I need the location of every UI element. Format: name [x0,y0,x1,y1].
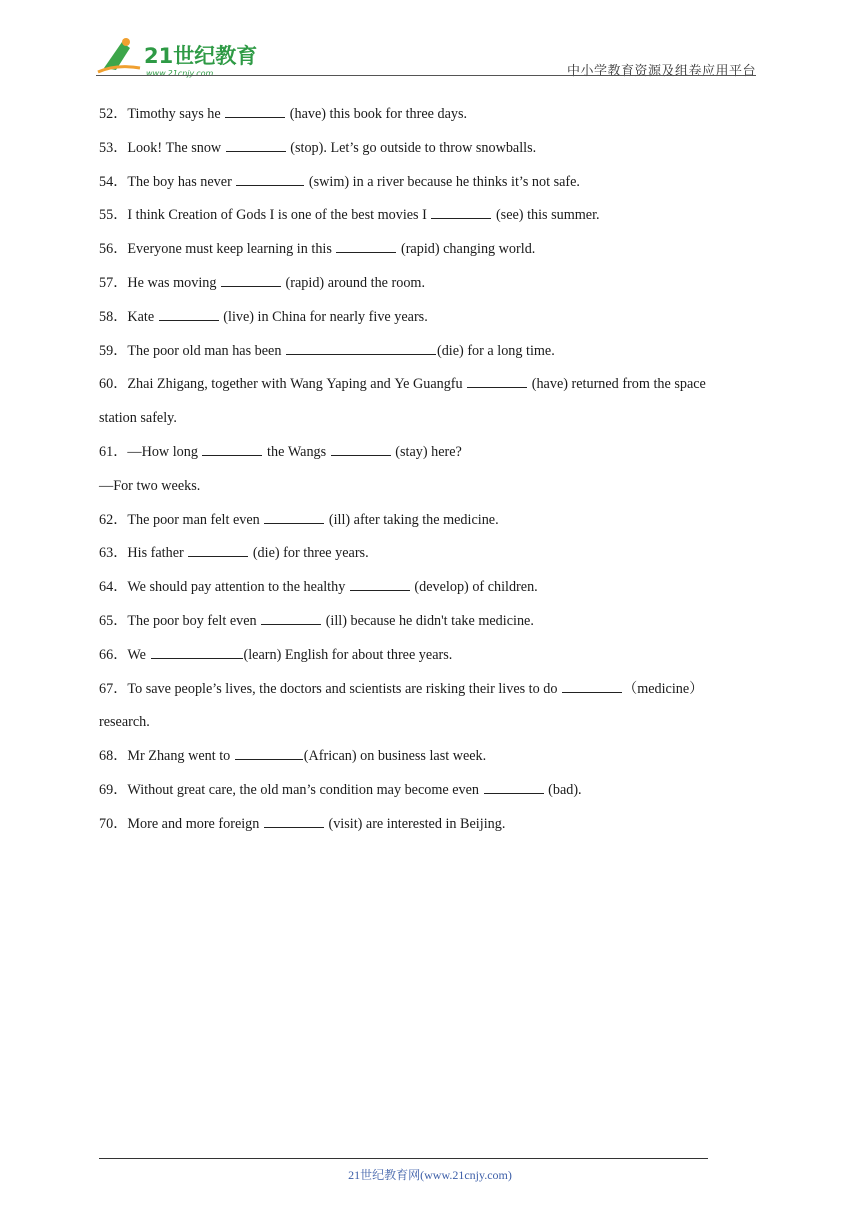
question-number: 69． [99,781,128,798]
question-number: 67． [99,680,128,697]
question-text: （medicine） [623,680,704,697]
question-number: 65． [99,612,128,629]
question-item [99,774,759,808]
question-text: The poor boy felt even [127,612,261,629]
question-text: Zhai Zhigang, together with Wang Yaping and Ye Guangfu [127,376,467,393]
question-text: research. [99,714,150,731]
question-item [99,673,759,707]
answer-blank[interactable] [431,204,491,219]
answer-blank[interactable] [562,678,622,693]
answer-blank[interactable] [221,272,281,287]
question-text: (stop). Let’s go outside to throw snowballs. [286,139,537,156]
question-number: 59． [99,342,128,359]
question-text: (learn) English for about three years. [243,646,453,663]
question-item [99,199,759,233]
footer-text: 21世纪教育网(www.21cnjy.com) [348,1168,512,1182]
question-text: (rapid) around the room. [282,274,426,291]
question-text: To save people’s lives, the doctors and scientists are risking their lives to do [127,680,561,697]
question-text: Without great care, the old man’s condition may become even [127,781,483,798]
question-text: (visit) are interested in Beijing. [324,815,506,832]
answer-blank[interactable] [236,171,304,186]
question-number: 53． [99,139,128,156]
question-item [99,335,759,369]
question-text: (swim) in a river because he thinks it’s not safe. [305,173,580,190]
question-number: 55． [99,207,128,224]
question-text: His father [127,545,188,562]
footer-divider [99,1158,708,1159]
site-logo [96,34,266,78]
answer-blank[interactable] [484,779,544,794]
question-text: Kate [127,308,158,325]
question-number: 58． [99,308,128,325]
platform-title: 中小学教育资源及组卷应用平台 [566,64,756,79]
answer-blank[interactable] [202,441,262,456]
question-number: 66． [99,646,128,663]
question-text: the Wangs [263,443,330,460]
answer-blank[interactable] [467,373,527,388]
answer-blank[interactable] [286,340,436,355]
answer-blank[interactable] [159,306,219,321]
question-item [99,166,759,200]
question-number: 61． [99,443,128,460]
question-item [99,504,759,538]
question-item [99,368,759,402]
answer-blank[interactable] [188,542,248,557]
question-item [99,571,759,605]
answer-blank[interactable] [226,137,286,152]
question-number: 52． [99,106,128,122]
question-item [99,233,759,267]
question-item [99,537,759,571]
answer-blank[interactable] [336,238,396,253]
question-item [99,301,759,335]
question-text: (rapid) changing world. [397,241,536,258]
question-text: I think Creation of Gods I is one of the best movies I [127,207,431,224]
question-text: Everyone must keep learning in this [127,241,336,258]
answer-blank[interactable] [151,644,243,659]
answer-blank[interactable] [350,576,410,591]
question-number: 60． [99,376,128,393]
question-number: 56． [99,241,128,258]
question-text: (ill) after taking the medicine. [325,511,499,528]
question-text: He was moving [127,274,220,291]
question-text: station safely. [99,410,177,427]
question-number: 57． [99,274,128,291]
header-divider [96,75,756,76]
question-text: —For two weeks. [99,477,201,494]
question-number: 63． [99,545,128,562]
question-text: (develop) of children. [410,579,538,596]
answer-blank[interactable] [225,103,285,118]
question-text: (bad). [544,781,582,798]
logo-text: 21世纪教育 [144,44,258,68]
question-text: (ill) because he didn't take medicine. [322,612,534,629]
answer-blank[interactable] [264,509,324,524]
question-item [99,267,759,301]
question-text: We should pay attention to the healthy [127,579,349,596]
question-item [99,605,759,639]
question-text: The poor man felt even [127,511,264,528]
question-number: 70． [99,815,128,832]
question-text: —How long [127,443,202,460]
question-text: (see) this summer. [492,207,600,224]
question-number: 64． [99,579,128,596]
question-text: (have) returned from the space [528,376,706,393]
question-item [99,639,759,673]
question-continuation [99,402,759,436]
question-number: 68． [99,748,128,765]
question-text: (live) in China for nearly five years. [219,308,428,325]
question-continuation [99,470,759,504]
question-text: The boy has never [127,173,236,190]
question-text: (have) this book for three days. [286,106,468,122]
question-item [99,98,759,132]
question-item [99,740,759,774]
question-text: (stay) here? [391,443,462,460]
question-item [99,808,759,842]
question-text: (die) for three years. [249,545,369,562]
question-item [99,436,759,470]
answer-blank[interactable] [264,813,324,828]
question-text: More and more foreign [127,815,263,832]
logo-url: www.21cnjy.com [146,69,214,78]
answer-blank[interactable] [331,441,391,456]
answer-blank[interactable] [261,610,321,625]
answer-blank[interactable] [235,745,303,760]
question-text: Look! The snow [127,139,225,156]
question-text: Mr Zhang went to [127,748,234,765]
question-number: 54． [99,173,128,190]
question-item [99,132,759,166]
question-list [99,98,759,842]
question-text: (African) on business last week. [303,748,487,765]
question-text: The poor old man has been [127,342,285,359]
question-continuation [99,706,759,740]
question-text: (die) for a long time. [436,342,555,359]
question-text: We [127,646,150,663]
question-number: 62． [99,511,128,528]
question-text: Timothy says he [127,106,225,122]
page-header [96,30,756,80]
